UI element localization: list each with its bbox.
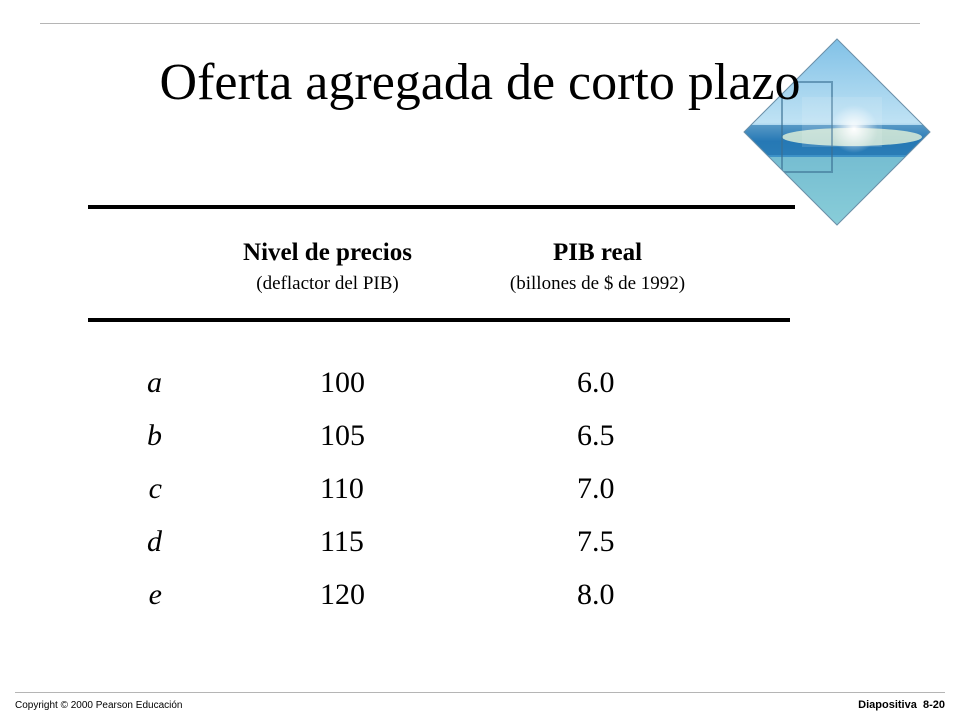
row-label: e bbox=[148, 578, 162, 611]
real-gdp-value: 6.5 bbox=[577, 419, 615, 452]
header-title: PIB real bbox=[552, 239, 643, 266]
table-row bbox=[0, 356, 960, 409]
real-gdp-value: 7.5 bbox=[577, 525, 615, 558]
price-level-value: 105 bbox=[320, 419, 365, 452]
real-gdp-value: 6.0 bbox=[577, 366, 615, 399]
price-level-value: 100 bbox=[320, 366, 365, 399]
header-title: Nivel de precios bbox=[243, 239, 412, 266]
row-label: d bbox=[147, 525, 162, 558]
supply-table bbox=[0, 356, 960, 621]
slide-number bbox=[858, 699, 945, 711]
table-header-rule bbox=[88, 318, 790, 322]
row-label: a bbox=[147, 366, 162, 399]
column-header-real-gdp bbox=[470, 238, 725, 296]
table-row bbox=[0, 568, 960, 621]
price-level-value: 115 bbox=[320, 525, 364, 558]
price-level-value: 120 bbox=[320, 578, 365, 611]
column-header-price-level bbox=[200, 238, 455, 296]
real-gdp-value: 8.0 bbox=[577, 578, 615, 611]
table-row bbox=[0, 409, 960, 462]
row-label: c bbox=[148, 472, 162, 505]
real-gdp-value: 7.0 bbox=[577, 472, 615, 505]
header-subtitle: (billones de $ de 1992) bbox=[509, 273, 686, 294]
slide-label: Diapositiva bbox=[858, 699, 917, 711]
copyright-text: Copyright © 2000 Pearson Educación bbox=[15, 700, 183, 711]
table-row bbox=[0, 515, 960, 568]
table-row bbox=[0, 462, 960, 515]
table-top-rule bbox=[88, 205, 795, 209]
top-divider bbox=[40, 23, 920, 24]
footer-divider bbox=[15, 692, 945, 693]
slide-title: Oferta agregada de corto plazo bbox=[159, 54, 801, 111]
header-subtitle: (deflactor del PIB) bbox=[256, 273, 399, 294]
slide-number-value: 8-20 bbox=[922, 699, 945, 711]
price-level-value: 110 bbox=[320, 472, 364, 505]
row-label: b bbox=[147, 419, 162, 452]
